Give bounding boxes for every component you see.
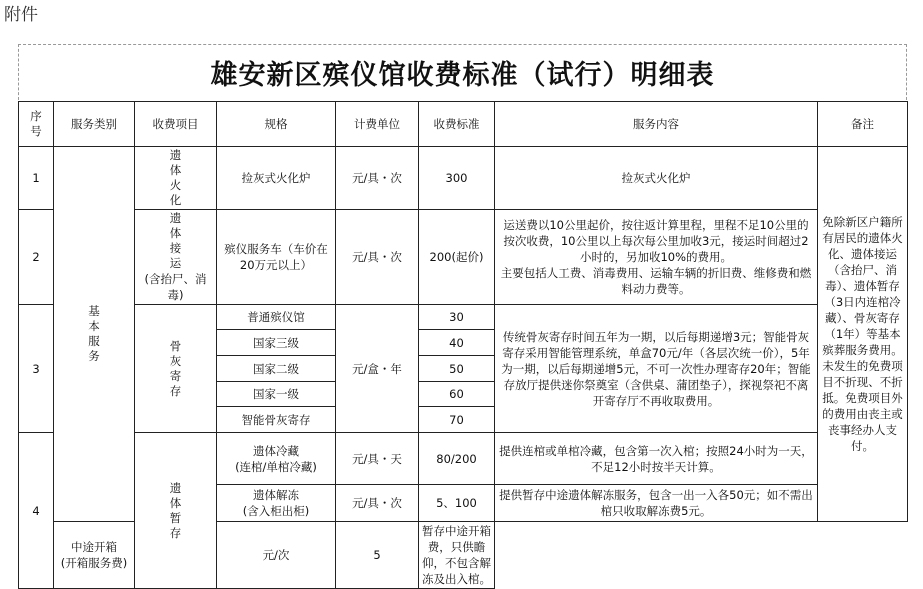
unit-cell: 元/具・次 xyxy=(336,147,419,210)
header-category: 服务类别 xyxy=(54,102,135,147)
spec-cell: 国家一级 xyxy=(217,382,336,407)
unit-cell: 元/次 xyxy=(217,522,336,589)
spec-cell: 国家二级 xyxy=(217,356,336,382)
table-row xyxy=(19,433,908,485)
row-no: 3 xyxy=(19,305,54,433)
price-cell: 70 xyxy=(419,407,495,433)
category-cell: 基本服务 xyxy=(54,147,135,522)
spec-cell xyxy=(217,485,336,522)
unit-cell: 元/具・次 xyxy=(336,485,419,522)
item-label: 遗体接运 xyxy=(169,211,182,270)
item-cell: 遗体火化 xyxy=(135,147,217,210)
content-cell: 传统骨灰寄存时间五年为一期，以后每期递增3元；智能骨灰寄存采用智能管理系统，单盒70元/年（各层次统一价），5年为一期，以后每期递增5元，不可一次性办理寄存20年；智能存放厅提供迷你祭奠室（含供桌、蒲团垫子），探视祭祀不离开寄存厅不再收取费用。 xyxy=(495,305,818,433)
spec-cell: 普通殡仪馆 xyxy=(217,305,336,330)
content-cell: 捡灰式火化炉 xyxy=(495,147,818,210)
item-cell: 遗体暂存 xyxy=(135,433,217,589)
row-no: 1 xyxy=(19,147,54,210)
price-cell: 40 xyxy=(419,330,495,356)
spec-cell: 捡灰式火化炉 xyxy=(217,147,336,210)
spec-sub-label: (含入柜出柜) xyxy=(242,504,310,518)
table-row xyxy=(19,305,908,330)
price-cell: 60 xyxy=(419,382,495,407)
content-cell xyxy=(495,210,818,305)
header-item: 收费项目 xyxy=(135,102,217,147)
header-unit: 计费单位 xyxy=(336,102,419,147)
spec-sub-label: (开箱服务费) xyxy=(60,556,128,570)
price-cell: 30 xyxy=(419,305,495,330)
price-cell: 50 xyxy=(419,356,495,382)
content-cell: 暂存中途开箱费，只供瞻仰，不包含解冻及出入棺。 xyxy=(419,522,495,589)
header-standard: 收费标准 xyxy=(419,102,495,147)
unit-cell: 元/具・次 xyxy=(336,210,419,305)
unit-cell: 元/盒・年 xyxy=(336,305,419,433)
price-cell: 80/200 xyxy=(419,433,495,485)
price-cell: 300 xyxy=(419,147,495,210)
header-no: 序号 xyxy=(19,102,54,147)
price-cell: 5、100 xyxy=(419,485,495,522)
spec-sub-label: (连棺/单棺冷藏) xyxy=(235,459,317,474)
item-sub-label: (含抬尸、消毒) xyxy=(144,272,207,302)
content-paragraph: 运送费以10公里起价，按往返计算里程，里程不足10公里的按次收费，10公里以上每次每公里加收3元，接运时间超过2小时的，另加收10%的费用。 xyxy=(503,218,809,264)
price-cell: 200(起价) xyxy=(419,210,495,305)
header-spec: 规格 xyxy=(217,102,336,147)
content-cell: 提供暂存中途遗体解冻服务，包含一出一入各50元；如不需出棺只收取解冻费5元。 xyxy=(495,485,818,522)
spec-cell: 殡仪服务车（车价在20万元以上） xyxy=(217,210,336,305)
spec-cell: 国家三级 xyxy=(217,330,336,356)
item-cell: 骨灰寄存 xyxy=(135,305,217,433)
spec-label: 遗体解冻 xyxy=(253,488,299,502)
row-no: 2 xyxy=(19,210,54,305)
table-row xyxy=(19,210,908,305)
content-cell: 提供连棺或单棺冷藏，包含第一次入棺；按照24小时为一天，不足12小时按半天计算。 xyxy=(495,433,818,485)
price-cell: 5 xyxy=(336,522,419,589)
page-title: 雄安新区殡仪馆收费标准（试行）明细表 xyxy=(210,60,715,91)
spec-label: 遗体冷藏 xyxy=(253,443,299,458)
unit-cell: 元/具・天 xyxy=(336,433,419,485)
item-cell xyxy=(135,210,217,305)
note-cell: 免除新区户籍所有居民的遗体火化、遗体接运（含抬尸、消毒）、遗体暂存（3日内连棺冷藏）、骨灰寄存（1年）等基本殡葬服务费用。未发生的免费项目不折现、不折抵。免费项目外的费用由丧主或丧事经办人支付。 xyxy=(818,147,908,522)
spec-cell xyxy=(217,433,336,485)
attachment-label: 附件 xyxy=(4,5,38,25)
content-paragraph: 主要包括人工费、消毒费用、运输车辆的折旧费、维修费和燃料动力费等。 xyxy=(500,266,812,296)
header-row xyxy=(19,102,908,147)
header-content: 服务内容 xyxy=(495,102,818,147)
row-no: 4 xyxy=(19,433,54,589)
spec-cell xyxy=(54,522,135,589)
spec-label: 中途开箱 xyxy=(71,540,117,554)
spec-cell: 智能骨灰寄存 xyxy=(217,407,336,433)
header-note: 备注 xyxy=(818,102,908,147)
fee-table xyxy=(18,101,908,589)
table-row xyxy=(19,147,908,210)
title-box xyxy=(18,44,907,100)
